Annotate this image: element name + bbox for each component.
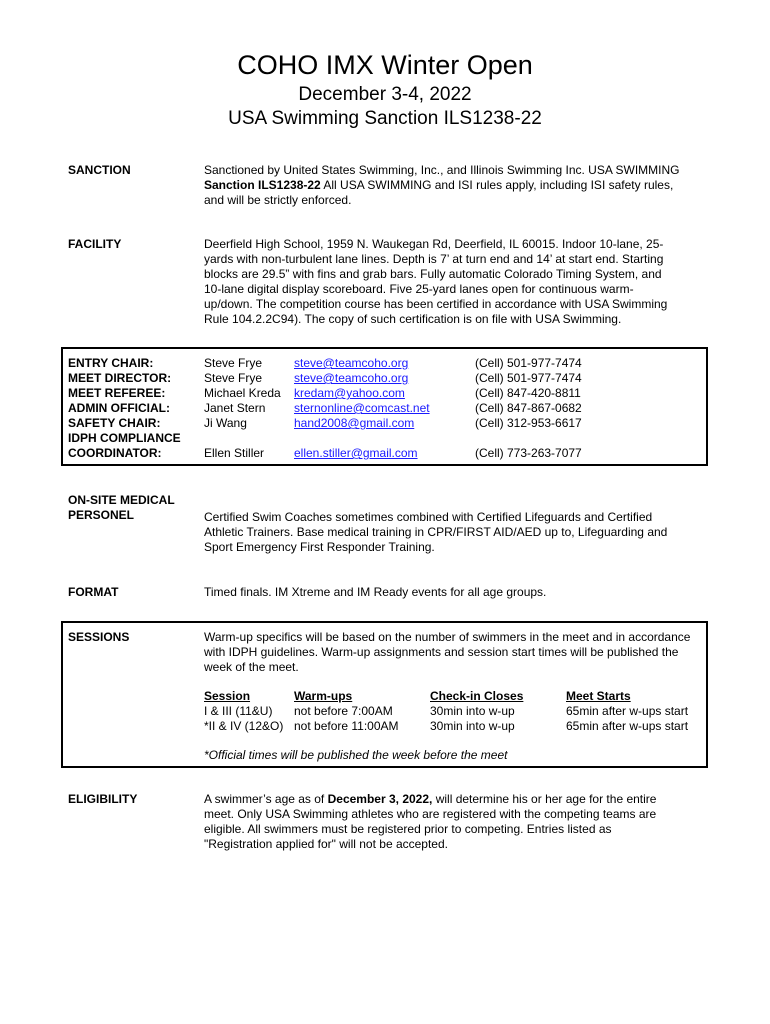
facility-text [204, 237, 704, 327]
contact-name: Janet Stern [204, 401, 266, 415]
contact-phone: (Cell) 312-953-6617 [475, 416, 582, 430]
contact-role: MEET REFEREE: [68, 386, 166, 400]
sessions-label: SESSIONS [68, 630, 130, 644]
eligibility-line-1 [204, 792, 704, 807]
facility-line: yards with non-turbulent lane lines. Depth is 7’ at turn end and 14’ at start end. Starting [204, 252, 664, 266]
sanction-line-2 [204, 178, 704, 193]
sanction-label: SANCTION [68, 163, 131, 177]
medical-line: Sport Emergency First Responder Training. [204, 540, 435, 554]
facility-line: up/down. The competition course has been certified in accordance with USA Swimming [204, 297, 668, 311]
meet-starts-header: Meet Starts [566, 689, 631, 703]
contact-email-link[interactable]: hand2008@gmail.com [294, 416, 415, 430]
document-title: COHO IMX Winter Open [237, 50, 533, 80]
contact-phone: (Cell) 501-977-7474 [475, 356, 582, 370]
session-cell: *II & IV (12&O) [204, 719, 284, 733]
sanction-line-2-rest: All USA SWIMMING and ISI rules apply, including ISI safety rules, [320, 178, 674, 192]
idph-role-line-2: COORDINATOR: [68, 446, 162, 460]
medical-label-line-2: PERSONEL [68, 508, 135, 522]
eligibility-line: "Registration applied for" will not be accepted. [204, 837, 448, 851]
contact-email-link[interactable]: steve@teamcoho.org [294, 371, 409, 385]
facility-line: blocks are 29.5” with fins and grab bars. Fully automatic Colorado Timing System, and [204, 267, 662, 281]
contact-name: Steve Frye [204, 356, 263, 370]
facility-line: Deerfield High School, 1959 N. Waukegan Rd, Deerfield, IL 60015. Indoor 10-lane, 25- [204, 237, 664, 251]
session-cell: I & III (11&U) [204, 704, 273, 718]
contact-phone: (Cell) 501-977-7474 [475, 371, 582, 385]
facility-label: FACILITY [68, 237, 122, 251]
eligibility-line-1-end: will determine his or her age for the entire [432, 792, 657, 806]
sanction-number: USA Swimming Sanction ILS1238-22 [228, 108, 542, 129]
contact-name: Michael Kreda [204, 386, 281, 400]
contact-name: Steve Frye [204, 371, 263, 385]
contact-phone: (Cell) 847-867-0682 [475, 401, 582, 415]
contact-name: Ellen Stiller [204, 446, 265, 460]
eligibility-date: December 3, 2022, [327, 792, 433, 806]
medical-line: Athletic Trainers. Base medical training in CPR/FIRST AID/AED up to, Lifeguarding and [204, 525, 668, 539]
sessions-line: Warm-up specifics will be based on the number of swimmers in the meet and in accordance [204, 630, 691, 644]
sessions-text [204, 630, 706, 675]
format-text: Timed finals. IM Xtreme and IM Ready events for all age groups. [204, 585, 547, 599]
contact-role: ADMIN OFFICIAL: [68, 401, 170, 415]
meet-starts-cell: 65min after w-ups start [566, 719, 689, 733]
checkin-cell: 30min into w-up [430, 719, 515, 733]
eligibility-text [204, 792, 704, 852]
eligibility-line: meet. Only USA Swimming athletes who are registered with the competing teams are [204, 807, 657, 821]
facility-line: Rule 104.2.2C94). The copy of such certification is on file with USA Swimming. [204, 312, 622, 326]
sanction-line-3: and will be strictly enforced. [204, 193, 352, 207]
sessions-note: *Official times will be published the week before the meet [204, 748, 508, 762]
medical-text [204, 510, 704, 555]
idph-role-line-1: IDPH COMPLIANCE [68, 431, 181, 445]
eligibility-line: eligible. All swimmers must be registered prior to competing. Entries listed as [204, 822, 612, 836]
checkin-header: Check-in Closes [430, 689, 524, 703]
warmups-header: Warm-ups [294, 689, 353, 703]
contact-email-link[interactable]: kredam@yahoo.com [294, 386, 405, 400]
warmups-cell: not before 7:00AM [294, 704, 393, 718]
contact-phone: (Cell) 847-420-8811 [475, 386, 581, 400]
facility-line: 10-lane digital display scoreboard. Five 25-yard lanes open for continuous warm- [204, 282, 634, 296]
sanction-line-1: Sanctioned by United States Swimming, Inc., and Illinois Swimming Inc. USA SWIMMING [204, 163, 680, 177]
meet-dates: December 3-4, 2022 [298, 84, 472, 105]
medical-label [68, 493, 175, 523]
contact-role: SAFETY CHAIR: [68, 416, 161, 430]
contact-role: MEET DIRECTOR: [68, 371, 172, 385]
medical-label-line-1: ON-SITE MEDICAL [68, 493, 175, 507]
medical-line: Certified Swim Coaches sometimes combined with Certified Lifeguards and Certified [204, 510, 653, 524]
contact-role: ENTRY CHAIR: [68, 356, 154, 370]
eligibility-line-1-start: A swimmer’s age as of [204, 792, 328, 806]
checkin-cell: 30min into w-up [430, 704, 515, 718]
session-header: Session [204, 689, 251, 703]
eligibility-label: ELIGIBILITY [68, 792, 138, 806]
contact-email-link[interactable]: ellen.stiller@gmail.com [294, 446, 418, 460]
sessions-line: with IDPH guidelines. Warm-up assignments and session start times will be published the [204, 645, 679, 659]
sanction-text [204, 163, 704, 208]
warmups-cell: not before 11:00AM [294, 719, 399, 733]
contact-email-link[interactable]: sternonline@comcast.net [294, 401, 430, 415]
sessions-line: week of the meet. [204, 660, 299, 674]
format-label: FORMAT [68, 585, 119, 599]
sanction-bold: Sanction ILS1238-22 [204, 178, 321, 192]
contact-phone: (Cell) 773-263-7077 [475, 446, 582, 460]
contact-email-link[interactable]: steve@teamcoho.org [294, 356, 409, 370]
meet-starts-cell: 65min after w-ups start [566, 704, 689, 718]
contact-name: Ji Wang [204, 416, 247, 430]
